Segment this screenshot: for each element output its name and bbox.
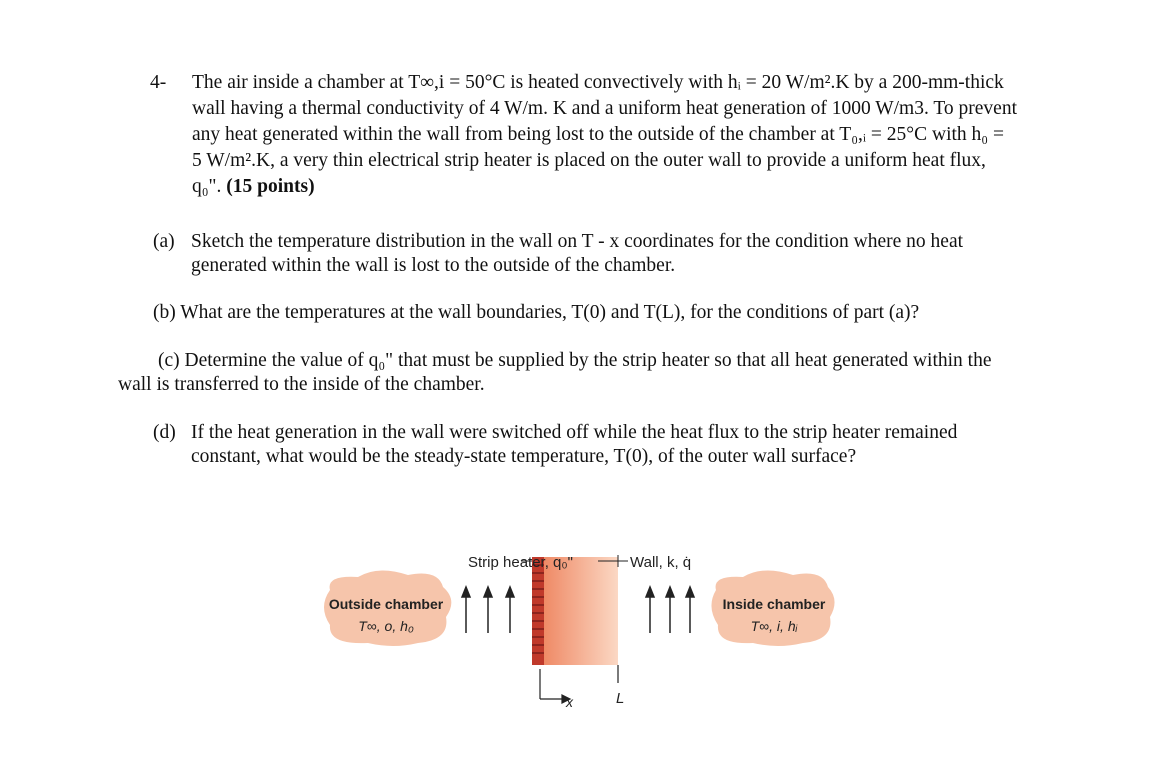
part-a-line-2: generated within the wall is lost to the outside of the chamber.: [191, 255, 676, 276]
problem-statement: [150, 70, 1050, 200]
problem-line-2: wall having a thermal conductivity of 4 W/m. K and a uniform heat generation of 1000 W/m3. To prevent: [192, 98, 1018, 119]
part-a-label: (a): [153, 231, 175, 252]
wall: [544, 557, 618, 665]
x-axis-label: x: [566, 694, 573, 710]
inside-chamber-title: Inside chamber: [722, 596, 826, 612]
part-d-line-2: constant, what would be the steady-state temperature, T(0), of the outer wall surface?: [191, 446, 857, 467]
strip-heater-label: Strip heater, q₀": [468, 554, 573, 571]
part-c: [118, 349, 992, 397]
part-b-label: (b): [153, 302, 176, 323]
part-a: [153, 230, 963, 278]
inside-chamber-cloud: [711, 570, 834, 646]
part-a-line-1: Sketch the temperature distribution in the wall on T - x coordinates for the condition where no heat: [191, 231, 964, 252]
wall-diagram: [318, 545, 838, 715]
problem-number: 4-: [150, 72, 167, 93]
outside-chamber-cloud: [324, 570, 451, 646]
inside-flow-arrows: [646, 587, 694, 633]
L-label: L: [616, 690, 625, 707]
problem-body: [192, 70, 1050, 200]
part-b: [153, 301, 919, 325]
outside-chamber-params: T∞, o, h₀: [358, 618, 414, 634]
wall-label: Wall, k, q̇: [630, 554, 692, 571]
outside-chamber-title: Outside chamber: [328, 596, 444, 612]
part-c-line-2: wall is transferred to the inside of the chamber.: [118, 374, 485, 395]
inside-chamber-params: T∞, i, hᵢ: [750, 618, 798, 634]
part-b-text: What are the temperatures at the wall boundaries, T(0) and T(L), for the conditions of part (a)?: [180, 302, 920, 323]
part-c-line-1: Determine the value of q₀" that must be supplied by the strip heater so that all heat generated within the: [184, 350, 992, 371]
points-label: (15 points): [226, 176, 315, 197]
part-c-label: (c): [158, 350, 180, 371]
problem-line-1: The air inside a chamber at T∞,i = 50°C is heated convectively with hᵢ = 20 W/m².K by a 200-mm-thick: [192, 72, 1004, 93]
part-d: [153, 421, 957, 469]
part-d-label: (d): [153, 422, 176, 443]
heat-flux-symbol: q₀".: [192, 176, 222, 197]
problem-line-4: 5 W/m².K, a very thin electrical strip heater is placed on the outer wall to provide a uniform heat flux,: [192, 150, 986, 171]
part-d-line-1: If the heat generation in the wall were switched off while the heat flux to the strip heater remained: [191, 422, 958, 443]
problem-line-5: [192, 174, 1050, 200]
problem-line-3: any heat generated within the wall from being lost to the outside of the chamber at T₀,ᵢ = 25°C with h₀ =: [192, 124, 1004, 145]
outside-flow-arrows: [462, 587, 514, 633]
